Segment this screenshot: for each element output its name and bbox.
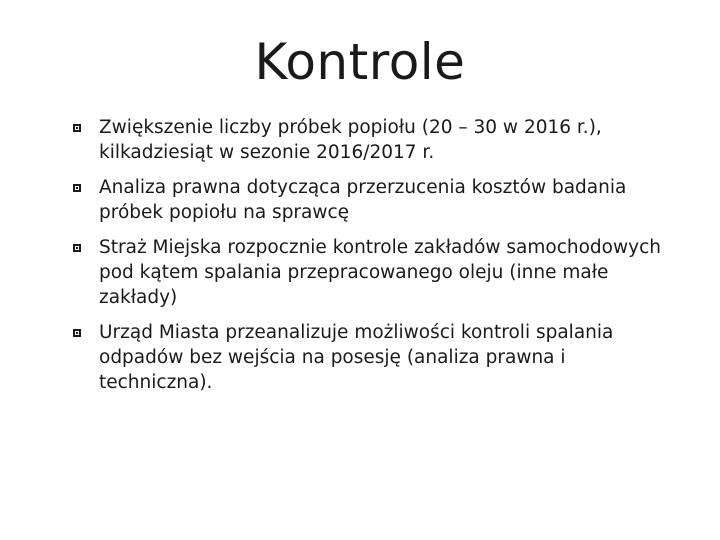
bullet-list (70, 115, 680, 405)
bullet-text: Analiza prawna dotycząca przerzucenia kosztów badania próbek popiołu na sprawcę (99, 177, 627, 223)
square-bullet-icon (72, 243, 82, 253)
square-bullet-icon (72, 328, 82, 338)
square-bullet-icon (72, 183, 82, 193)
bullet-text: Straż Miejska rozpocznie kontrole zakładów samochodowych pod kątem spalania przepracowanego oleju (inne małe zakłady) (99, 237, 661, 308)
bullet-item (70, 175, 680, 225)
bullet-item (70, 235, 680, 310)
square-bullet-icon (72, 123, 82, 133)
slide-title: Kontrole (254, 33, 466, 91)
bullet-text: Zwiększenie liczby próbek popiołu (20 – 30 w 2016 r.), kilkadziesiąt w sezonie 2016/2017 r. (99, 117, 602, 163)
bullet-item (70, 115, 680, 165)
bullet-text: Urząd Miasta przeanalizuje możliwości kontroli spalania odpadów bez wejścia na posesję (analiza prawna i techniczna). (99, 322, 614, 393)
bullet-item (70, 320, 680, 395)
